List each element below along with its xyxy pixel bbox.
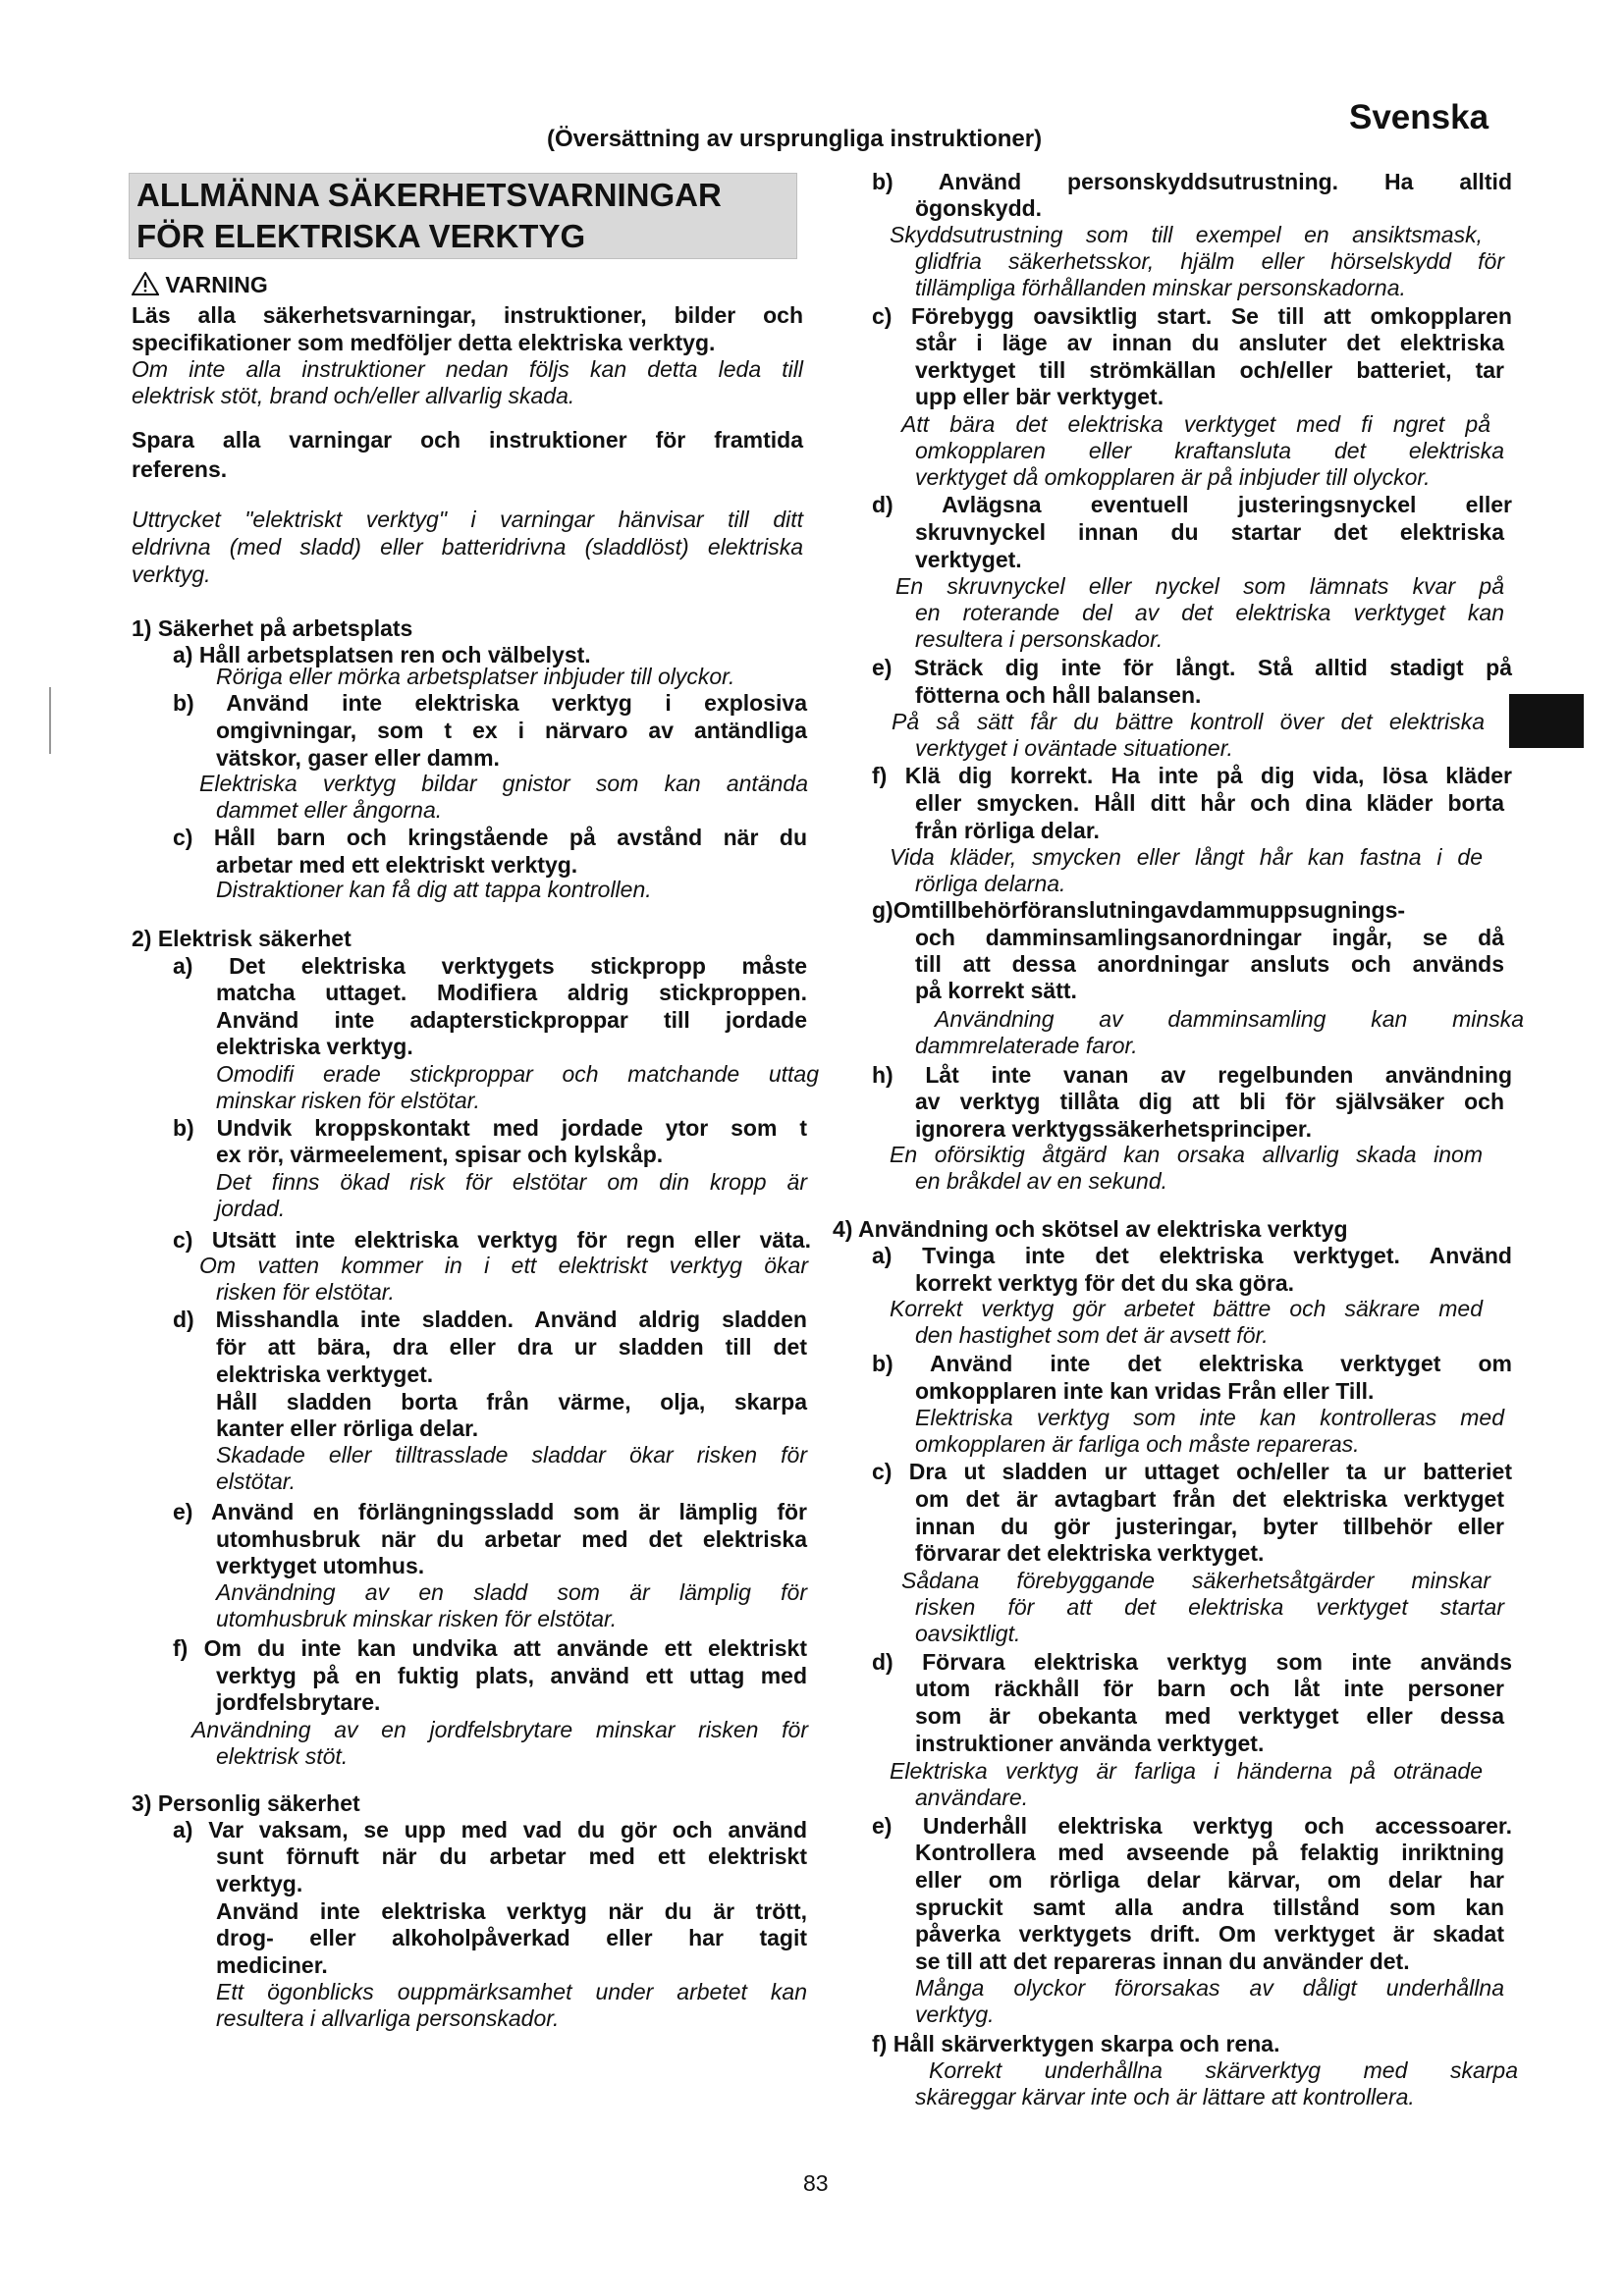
left-text-line: minskar risken för elstötar. xyxy=(216,1088,480,1113)
left-text-line: dammet eller ångorna. xyxy=(216,797,443,823)
warning-label: VARNING xyxy=(165,272,268,297)
left-text-line: a) Var vaksam, se upp med vad du gör och använd xyxy=(173,1817,807,1842)
right-text-line: verktyget. xyxy=(915,547,1022,572)
term-line-3: verktyg. xyxy=(132,561,211,587)
left-text-line: verktyget utomhus. xyxy=(216,1553,425,1578)
left-text-line: f) Om du inte kan undvika att använde ett elektriskt xyxy=(173,1635,807,1661)
left-text-line: jordad. xyxy=(216,1196,286,1221)
right-text-line: fötterna och håll balansen. xyxy=(915,682,1202,708)
right-text-line: g)Omtillbehörföranslutningavdammuppsugnings- xyxy=(872,897,1406,923)
left-text-line: elektriska verktyg. xyxy=(216,1034,413,1059)
right-text-line: Kontrollera med avseende på felaktig inriktning xyxy=(915,1840,1504,1865)
right-text-line: omkopplaren är farliga och måste repareras. xyxy=(915,1431,1360,1457)
margin-rule xyxy=(49,687,51,754)
right-text-line: omkopplaren eller kraftansluta det elektriska xyxy=(915,438,1504,463)
warning-text xyxy=(132,301,803,409)
right-text-line: verktyg. xyxy=(915,2002,995,2027)
right-text-line: f) Håll skärverktygen skarpa och rena. xyxy=(872,2031,1280,2056)
right-text-line: skäreggar kärvar inte och är lättare att kontrollera. xyxy=(915,2084,1415,2109)
right-text-line: upp eller bär verktyget. xyxy=(915,384,1164,409)
right-text-line: den hastighet som det är avsett för. xyxy=(915,1322,1269,1348)
right-text-line: rörliga delarna. xyxy=(915,871,1066,896)
left-text-line: elstötar. xyxy=(216,1468,296,1494)
left-text-line: Omodifi erade stickproppar och matchande uttag xyxy=(216,1061,819,1087)
left-text-line: mediciner. xyxy=(216,1952,328,1978)
right-text-line: Användning av damminsamling kan minska xyxy=(935,1006,1524,1032)
warning-bold-1: Läs alla säkerhetsvarningar, instruktioner, bilder och xyxy=(132,302,803,328)
left-text-line: Skadade eller tilltrasslade sladdar ökar risken för xyxy=(216,1442,807,1468)
section-title-box xyxy=(129,173,797,259)
left-text-line: 1) Säkerhet på arbetsplats xyxy=(132,615,413,641)
right-text-line: f) Klä dig korrekt. Ha inte på dig vida, lösa kläder xyxy=(872,763,1512,788)
warning-bold-2: specifikationer som medföljer detta elektriska verktyg. xyxy=(132,330,716,355)
right-text-line: en roterande del av det elektriska verktyget kan xyxy=(915,600,1504,625)
right-text-line: på korrekt sätt. xyxy=(915,978,1077,1003)
right-text-line: Vida kläder, smycken eller långt hår kan fastna i de xyxy=(890,844,1483,870)
right-text-line: Korrekt verktyg gör arbetet bättre och säkrare med xyxy=(890,1296,1483,1321)
term-line-2: eldrivna (med sladd) eller batteridrivna (sladdlöst) elektriska xyxy=(132,534,803,560)
left-text-line: Elektriska verktyg bildar gnistor som kan antända xyxy=(199,771,808,796)
left-text-line: 3) Personlig säkerhet xyxy=(132,1790,360,1816)
right-text-line: tillämpliga förhållanden minskar personskadorna. xyxy=(915,275,1406,300)
left-text-line: matcha uttaget. Modifiera aldrig stickproppen. xyxy=(216,980,807,1005)
right-text-line: b) Använd inte det elektriska verktyget om xyxy=(872,1351,1512,1376)
right-text-line: innan du gör justeringar, byter tillbehör eller xyxy=(915,1514,1504,1539)
left-text-line: elektrisk stöt. xyxy=(216,1743,349,1769)
subtitle: (Översättning av ursprungliga instruktioner) xyxy=(547,126,1043,152)
right-text-line: oavsiktligt. xyxy=(915,1621,1021,1646)
left-text-line: verktyg. xyxy=(216,1871,303,1896)
title-line-1: ALLMÄNNA SÄKERHETSVARNINGAR xyxy=(136,177,722,213)
left-text-line: Ett ögonblicks ouppmärksamhet under arbetet kan xyxy=(216,1979,807,2004)
warning-italic-1: Om inte alla instruktioner nedan följs kan detta leda till xyxy=(132,356,803,382)
section-tab-marker xyxy=(1509,694,1584,748)
right-text-line: förvarar det elektriska verktyget. xyxy=(915,1540,1265,1566)
right-text-line: verktyget då omkopplaren är på inbjuder till olyckor. xyxy=(915,464,1431,490)
right-text-line: Att bära det elektriska verktyget med fi ngret på xyxy=(901,411,1490,437)
left-text-line: c) Utsätt inte elektriska verktyg för regn eller väta. xyxy=(173,1227,811,1253)
left-text-line: verktyg på en fuktig plats, använd ett uttag med xyxy=(216,1663,807,1688)
right-text-line: En oförsiktig åtgärd kan orsaka allvarlig skada inom xyxy=(890,1142,1483,1167)
right-text-line: användare. xyxy=(915,1785,1029,1810)
left-text-line: Om vatten kommer in i ett elektriskt verktyg ökar xyxy=(199,1253,808,1278)
right-text-line: verktyget till strömkällan och/eller batteriet, tar xyxy=(915,357,1504,383)
right-text-line: spruckit samt alla andra tillstånd som kan xyxy=(915,1895,1504,1920)
left-text-line: b) Undvik kroppskontakt med jordade ytor som t xyxy=(173,1115,807,1141)
right-text-line: b) Använd personskyddsutrustning. Ha alltid xyxy=(872,169,1512,194)
save-instructions xyxy=(132,425,803,484)
right-text-line: a) Tvinga inte det elektriska verktyget. Använd xyxy=(872,1243,1512,1268)
save-line-1: Spara alla varningar och instruktioner för framtida xyxy=(132,427,803,453)
left-text-line: Användning av en jordfelsbrytare minskar risken för xyxy=(191,1717,808,1742)
right-text-line: omkopplaren inte kan vridas Från eller Till. xyxy=(915,1378,1375,1404)
term-line-1: Uttrycket "elektriskt verktyg" i varningar hänvisar till ditt xyxy=(132,507,803,532)
left-text-line: Distraktioner kan få dig att tappa kontrollen. xyxy=(216,877,652,902)
left-text-line: vätskor, gaser eller damm. xyxy=(216,745,500,771)
left-text-line: a) Håll arbetsplatsen ren och välbelyst. xyxy=(173,642,591,667)
right-text-line: utom räckhåll för barn och låt inte personer xyxy=(915,1676,1504,1701)
right-text-line: ignorera verktygssäkerhetsprinciper. xyxy=(915,1116,1312,1142)
warning-italic-2: elektrisk stöt, brand och/eller allvarlig skada. xyxy=(132,383,575,408)
right-text-line: korrekt verktyg för det du ska göra. xyxy=(915,1270,1295,1296)
warning-heading xyxy=(132,270,268,299)
right-text-line: eller om rörliga delar kärvar, om delar har xyxy=(915,1867,1504,1893)
right-text-line: dammrelaterade faror. xyxy=(915,1033,1138,1058)
right-text-line: Många olyckor förorsakas av dåligt underhållna xyxy=(915,1975,1504,2001)
right-text-line: står i läge av innan du ansluter det elektriska xyxy=(915,330,1504,355)
save-line-2: referens. xyxy=(132,456,228,482)
left-text-line: a) Det elektriska verktygets stickpropp måste xyxy=(173,953,807,979)
right-text-line: risken för att det elektriska verktyget startar xyxy=(915,1594,1504,1620)
left-text-line: Röriga eller mörka arbetsplatser inbjuder till olyckor. xyxy=(216,664,735,689)
right-text-line: c) Dra ut sladden ur uttaget och/eller ta ur batteriet xyxy=(872,1459,1512,1484)
right-text-line: glidfria säkerhetsskor, hjälm eller hörselskydd för xyxy=(915,248,1504,274)
left-text-line: drog- eller alkoholpåverkad eller har tagit xyxy=(216,1925,807,1950)
right-text-line: från rörliga delar. xyxy=(915,818,1100,843)
left-text-line: b) Använd inte elektriska verktyg i explosiva xyxy=(173,690,807,716)
right-text-line: Korrekt underhållna skärverktyg med skarpa xyxy=(929,2057,1518,2083)
right-text-line: om det är avtagbart från det elektriska verktyget xyxy=(915,1486,1504,1512)
language-label: Svenska xyxy=(1349,98,1489,136)
left-text-line: e) Använd en förlängningssladd som är lämplig för xyxy=(173,1499,807,1524)
right-text-line: till att dessa anordningar ansluts och används xyxy=(915,951,1504,977)
left-text-line: utomhusbruk minskar risken för elstötar. xyxy=(216,1606,618,1631)
right-text-line: verktyget i oväntade situationer. xyxy=(915,735,1233,761)
right-text-line: eller smycken. Håll ditt hår och dina kläder borta xyxy=(915,790,1504,816)
left-text-line: ex rör, värmeelement, spisar och kylskåp. xyxy=(216,1142,664,1167)
left-text-line: Använd inte adapterstickproppar till jordade xyxy=(216,1007,807,1033)
right-text-line: e) Underhåll elektriska verktyg och accessoarer. xyxy=(872,1813,1512,1839)
right-text-line: e) Sträck dig inte för långt. Stå alltid stadigt på xyxy=(872,655,1512,680)
right-text-line: se till att det repareras innan du använder det. xyxy=(915,1949,1410,1974)
right-text-line: På så sätt får du bättre kontroll över det elektriska xyxy=(892,709,1485,734)
left-text-line: 2) Elektrisk säkerhet xyxy=(132,926,352,951)
left-text-line: sunt förnuft när du arbetar med ett elektriskt xyxy=(216,1843,807,1869)
left-text-line: elektriska verktyget. xyxy=(216,1362,434,1387)
right-text-line: påverka verktygets drift. Om verktyget är skadat xyxy=(915,1921,1504,1947)
right-text-line: 4) Användning och skötsel av elektriska verktyg xyxy=(833,1216,1348,1242)
right-text-line: d) Förvara elektriska verktyg som inte används xyxy=(872,1649,1512,1675)
right-text-line: som är obekanta med verktyget eller dessa xyxy=(915,1703,1504,1729)
left-text-line: c) Håll barn och kringstående på avstånd när du xyxy=(173,825,807,850)
right-text-line: c) Förebygg oavsiktlig start. Se till att omkopplaren xyxy=(872,303,1512,329)
term-definition xyxy=(132,506,803,588)
left-text-line: resultera i allvarliga personskador. xyxy=(216,2005,560,2031)
right-text-line: och damminsamlingsanordningar ingår, se då xyxy=(915,925,1504,950)
left-text-line: för att bära, dra eller dra ur sladden till det xyxy=(216,1334,807,1360)
right-text-line: en bråkdel av en sekund. xyxy=(915,1168,1168,1194)
right-text-line: resultera i personskador. xyxy=(915,626,1164,652)
right-text-line: d) Avlägsna eventuell justeringsnyckel eller xyxy=(872,492,1512,517)
right-text-line: Elektriska verktyg som inte kan kontrolleras med xyxy=(915,1405,1504,1430)
left-text-line: kanter eller rörliga delar. xyxy=(216,1415,479,1441)
warning-triangle-icon xyxy=(132,272,159,295)
right-text-line: Skyddsutrustning som till exempel en ansiktsmask, xyxy=(890,222,1483,247)
left-text-line: Användning av en sladd som är lämplig för xyxy=(216,1579,807,1605)
title-line-2: FÖR ELEKTRISKA VERKTYG xyxy=(136,218,586,254)
left-text-line: Det finns ökad risk för elstötar om din kropp är xyxy=(216,1169,807,1195)
left-text-line: risken för elstötar. xyxy=(216,1279,395,1305)
left-text-line: arbetar med ett elektriskt verktyg. xyxy=(216,852,578,878)
page-number: 83 xyxy=(803,2170,829,2196)
right-text-line: Elektriska verktyg är farliga i händerna på otränade xyxy=(890,1758,1483,1784)
left-text-line: utomhusbruk när du arbetar med det elektriska xyxy=(216,1526,807,1552)
left-text-line: d) Misshandla inte sladden. Använd aldrig sladden xyxy=(173,1307,807,1332)
left-text-line: omgivningar, som t ex i närvaro av antändliga xyxy=(216,718,807,743)
right-text-line: Sådana förebyggande säkerhetsåtgärder minskar xyxy=(901,1568,1490,1593)
right-text-line: ögonskydd. xyxy=(915,195,1043,221)
left-text-line: Håll sladden borta från värme, olja, skarpa xyxy=(216,1389,807,1415)
right-text-line: instruktioner använda verktyget. xyxy=(915,1731,1265,1756)
left-text-line: jordfelsbrytare. xyxy=(216,1689,381,1715)
right-text-line: h) Låt inte vanan av regelbunden användning xyxy=(872,1062,1512,1088)
left-text-line: Använd inte elektriska verktyg när du är trött, xyxy=(216,1898,807,1924)
right-text-line: skruvnyckel innan du startar det elektriska xyxy=(915,519,1504,545)
right-text-line: En skruvnyckel eller nyckel som lämnats kvar på xyxy=(895,573,1504,599)
right-text-line: av verktyg tillåta dig att bli för självsäker och xyxy=(915,1089,1504,1114)
